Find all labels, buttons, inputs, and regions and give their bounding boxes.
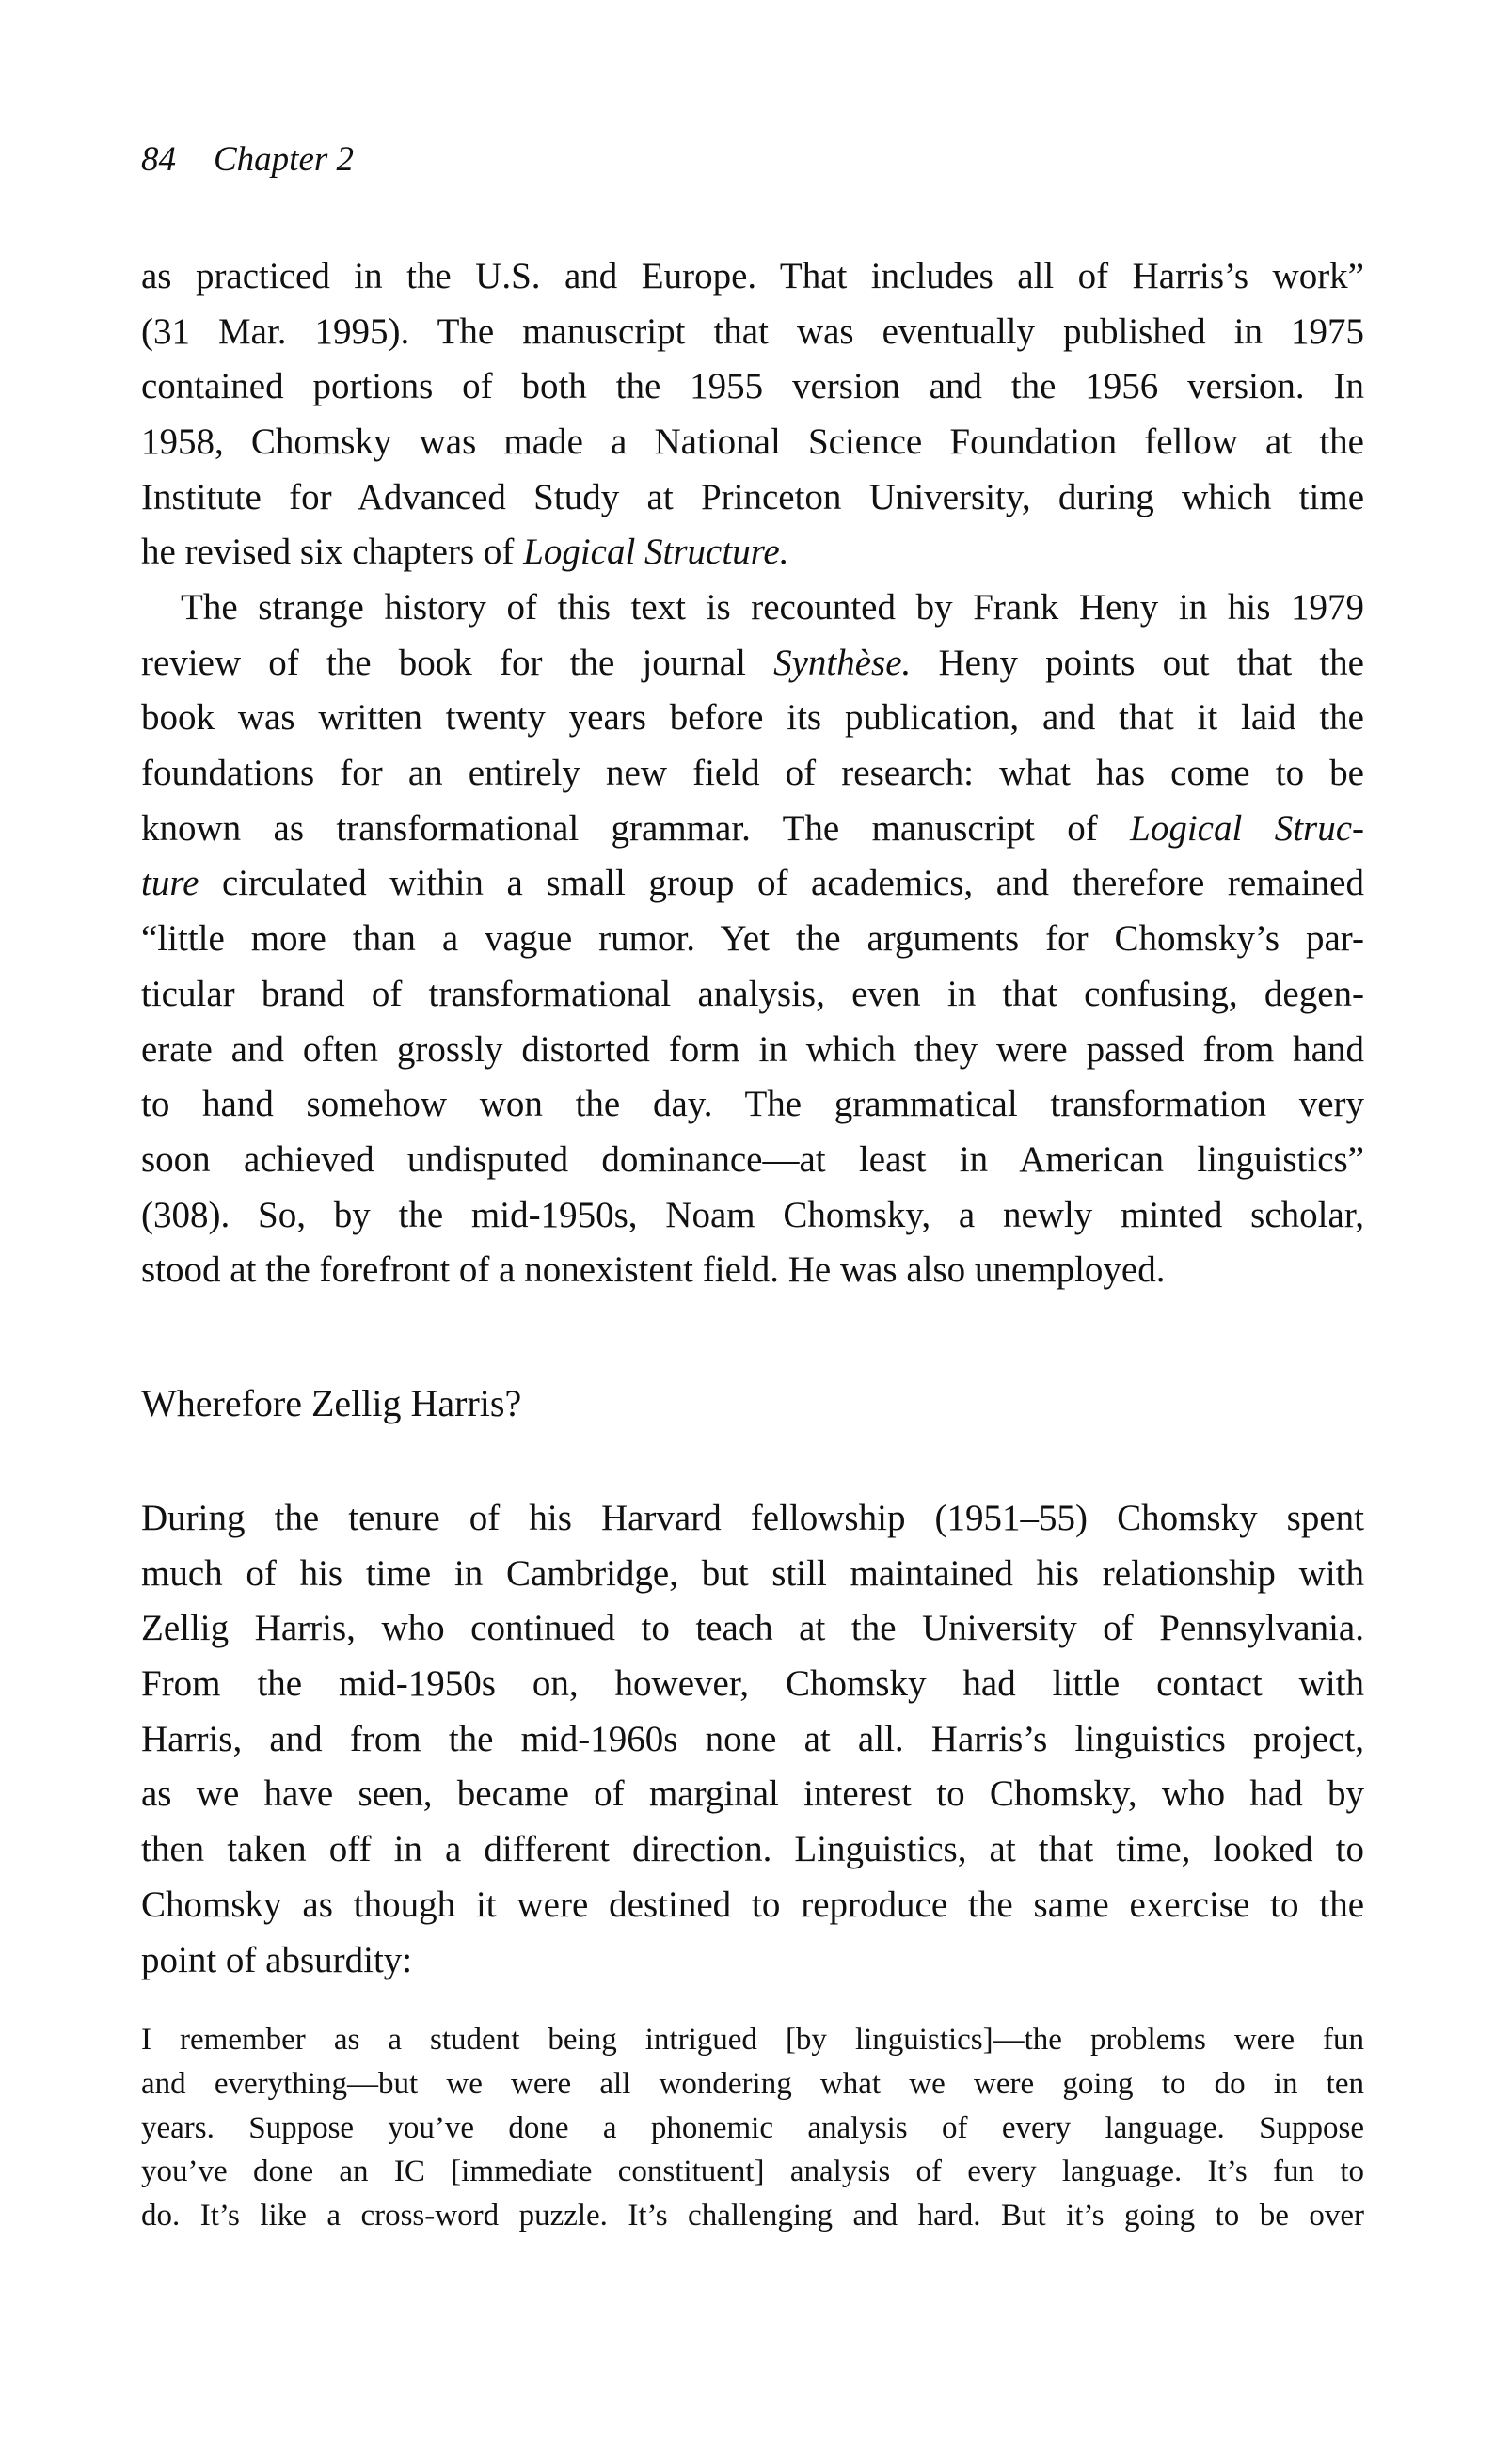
page-number: 84 [141, 140, 176, 179]
text-line [141, 856, 1364, 912]
text-line: then taken off in a different direction. Linguistics, at that time, looked to [141, 1829, 1364, 1870]
book-title: Logical Struc- [1130, 807, 1365, 849]
quote-line: I remember as a student being intrigued [by linguistics]—the problems were fun [141, 2023, 1364, 2057]
text-line: soon achieved undisputed dominance—at least in American linguistics” [141, 1138, 1364, 1180]
text-line: contained portions of both the 1955 version and the 1956 version. In [141, 366, 1364, 407]
text-line: The strange history of this text is recounted by Frank Heny in his 1979 [181, 587, 1364, 628]
chapter-label: Chapter 2 [214, 140, 355, 179]
section-heading: Wherefore Zellig Harris? [141, 1382, 522, 1424]
text-line: much of his time in Cambridge, but still maintained his relationship with [141, 1552, 1364, 1594]
text-line: foundations for an entirely new field of research: what has come to be [141, 753, 1364, 794]
text-line: point of absurdity: [141, 1939, 413, 1980]
text-line: Institute for Advanced Study at Princeton University, during which time [141, 476, 1364, 517]
book-title: ture [141, 863, 199, 904]
text-line: ticular brand of transformational analysis, even in that confusing, degen- [141, 973, 1364, 1014]
text-line: book was written twenty years before its publication, and that it laid the [141, 697, 1364, 739]
quote-line: years. Suppose you’ve done a phonemic analysis of every language. Suppose [141, 2110, 1364, 2145]
running-head [141, 139, 354, 181]
text-line: Zellig Harris, who continued to teach at the University of Pennsylvania. [141, 1608, 1364, 1649]
text-line: From the mid-1950s on, however, Chomsky had little contact with [141, 1663, 1364, 1705]
paragraph-3 [141, 1491, 1364, 1988]
text-line: erate and often grossly distorted form in which they were passed from hand [141, 1028, 1364, 1070]
text-line: to hand somehow won the day. The grammatical transformation very [141, 1084, 1364, 1125]
text-line: as we have seen, became of marginal interest to Chomsky, who had by [141, 1773, 1364, 1815]
text-line: Harris, and from the mid-1960s none at all. Harris’s linguistics project, [141, 1718, 1364, 1759]
text-fragment: he revised six chapters of [141, 532, 524, 573]
quote-line: you’ve done an IC [immediate constituent] analysis of every language. It’s fun to [141, 2154, 1364, 2189]
text-fragment: review of the book for the journal [141, 642, 774, 683]
text-line: 1958, Chomsky was made a National Science Foundation fellow at the [141, 421, 1364, 463]
block-quote [141, 2018, 1364, 2238]
text-fragment: circulated within a small group of academics, and therefore remained [199, 863, 1364, 904]
text-line: Chomsky as though it were destined to reproduce the same exercise to the [141, 1884, 1364, 1925]
text-line: as practiced in the U.S. and Europe. That includes all of Harris’s work” [141, 256, 1364, 296]
text-line [141, 636, 1364, 692]
quote-line: and everything—but we were all wondering what we were going to do in ten [141, 2066, 1364, 2101]
paragraph-1 [141, 249, 1364, 580]
text-fragment: known as transformational grammar. The manuscript of [141, 807, 1131, 849]
text-line [141, 525, 1364, 580]
paragraph-2 [141, 580, 1364, 1298]
quote-line: do. It’s like a cross-word puzzle. It’s challenging and hard. But it’s going to be over [141, 2199, 1364, 2233]
text-fragment: Heny points out that the [911, 642, 1364, 683]
text-line: “little more than a vague rumor. Yet the arguments for Chomsky’s par- [141, 918, 1364, 960]
text-line: (308). So, by the mid-1950s, Noam Chomsky, a newly minted scholar, [141, 1194, 1364, 1235]
book-title: Logical Structure. [523, 532, 789, 573]
journal-title: Synthèse. [773, 642, 912, 683]
text-line: During the tenure of his Harvard fellowship (1951–55) Chomsky spent [141, 1498, 1364, 1538]
text-line: (31 Mar. 1995). The manuscript that was eventually published in 1975 [141, 310, 1364, 352]
text-line [141, 802, 1364, 857]
text-line: stood at the forefront of a nonexistent field. He was also unemployed. [141, 1249, 1166, 1291]
